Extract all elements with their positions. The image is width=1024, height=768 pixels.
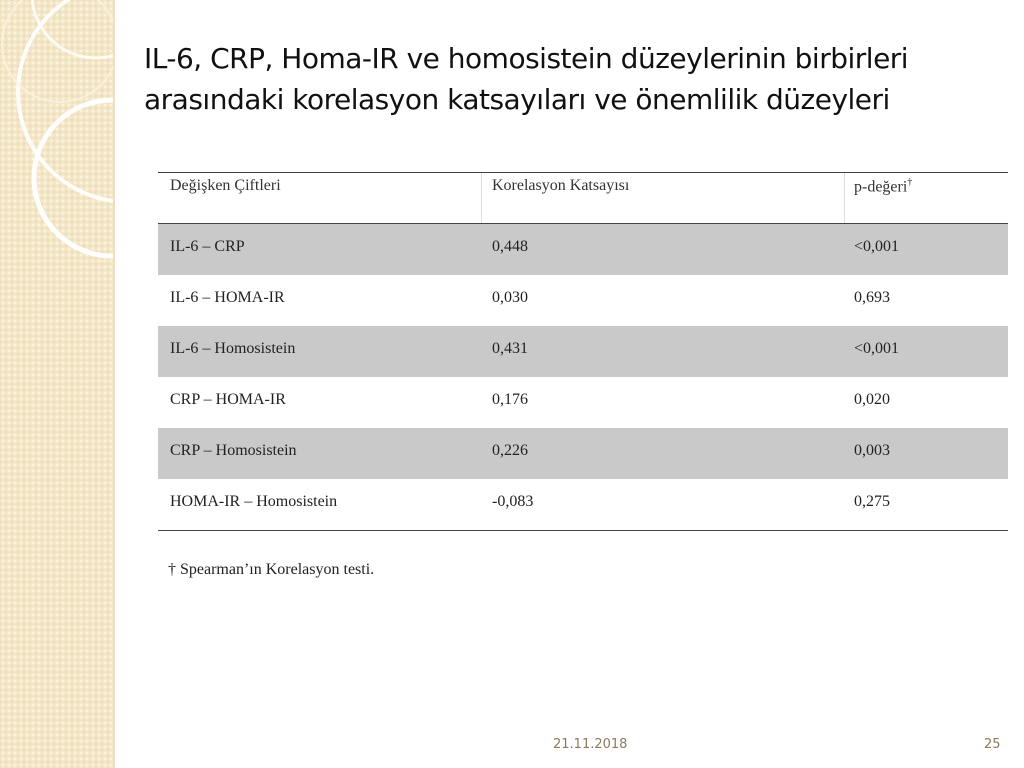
header-cell-p-value xyxy=(854,177,912,196)
footer-date: 21.11.2018 xyxy=(553,737,628,752)
table-cell-p-value: 0,693 xyxy=(854,289,890,306)
table-cell-p-value: <0,001 xyxy=(854,238,900,255)
table-row xyxy=(158,275,1008,326)
decorative-side-panel xyxy=(0,0,113,768)
table-cell-pair: IL-6 – Homosistein xyxy=(170,340,296,357)
table-row xyxy=(158,428,1008,479)
table-cell-pair: CRP – Homosistein xyxy=(170,442,297,459)
column-divider xyxy=(844,173,845,223)
table-cell-pair: HOMA-IR – Homosistein xyxy=(170,493,338,510)
table-row xyxy=(158,377,1008,428)
table-row xyxy=(158,479,1008,531)
table-cell-pair: IL-6 – CRP xyxy=(170,238,245,255)
table-cell-coefficient: 0,431 xyxy=(492,340,528,357)
table-cell-coefficient: -0,083 xyxy=(492,493,534,510)
table-cell-p-value: 0,275 xyxy=(854,493,890,510)
header-p-value-label: p-değeri xyxy=(854,178,908,196)
slide-title-line-2: arasındaki korelasyon katsayıları ve önemlilik düzeyleri xyxy=(144,83,890,116)
side-panel-border xyxy=(113,0,115,768)
column-divider xyxy=(481,173,482,223)
table-footnote: † Spearman’ın Korelasyon testi. xyxy=(168,561,375,578)
table-cell-coefficient: 0,030 xyxy=(492,289,528,306)
table-row xyxy=(158,224,1008,275)
table-header-row xyxy=(158,172,1008,224)
table-cell-p-value: <0,001 xyxy=(854,340,900,357)
header-footnote-mark: † xyxy=(907,177,913,188)
table-row xyxy=(158,326,1008,377)
table-cell-coefficient: 0,226 xyxy=(492,442,528,459)
table-cell-pair: CRP – HOMA-IR xyxy=(170,391,286,408)
slide-title-line-1: IL-6, CRP, Homa-IR ve homosistein düzeylerinin birbirleri xyxy=(144,42,909,75)
header-cell-correlation-coefficient: Korelasyon Katsayısı xyxy=(492,177,630,194)
correlation-table xyxy=(158,172,1008,531)
slide-number: 25 xyxy=(984,737,1001,752)
slide-title xyxy=(144,38,1004,120)
header-cell-variable-pairs: Değişken Çiftleri xyxy=(170,177,281,194)
table-cell-p-value: 0,003 xyxy=(854,442,890,459)
table-cell-pair: IL-6 – HOMA-IR xyxy=(170,289,285,306)
decorative-rings-graphic xyxy=(0,0,113,768)
table-cell-p-value: 0,020 xyxy=(854,391,890,408)
table-cell-coefficient: 0,448 xyxy=(492,238,528,255)
table-cell-coefficient: 0,176 xyxy=(492,391,528,408)
